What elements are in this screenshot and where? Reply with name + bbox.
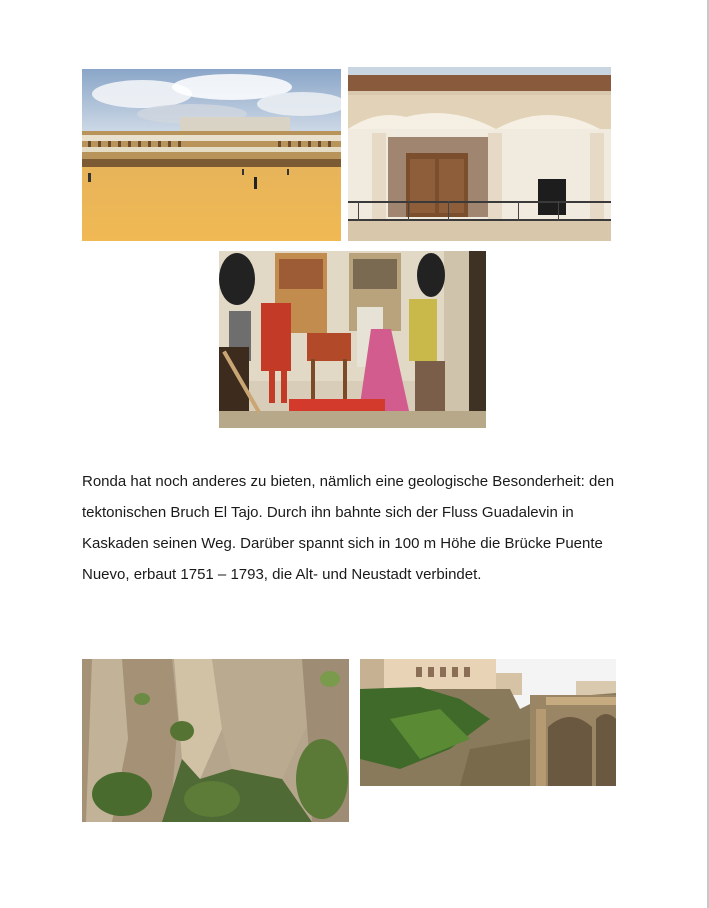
torero-museum-photo <box>219 251 486 428</box>
paragraph-line: Kaskaden seinen Weg. Darüber spannt sich in 100 m Höhe die Brücke Puente <box>82 535 603 552</box>
paragraph-line: Nuevo, erbaut 1751 – 1793, die Alt- und Neustadt verbindet. <box>82 566 482 583</box>
paragraph-line: Ronda hat noch anderes zu bieten, nämlich eine geologische Besonderheit: den <box>82 473 615 490</box>
body-paragraph <box>82 466 642 590</box>
el-tajo-gorge-photo <box>82 659 349 822</box>
bullring-arena-photo <box>82 69 341 241</box>
puente-nuevo-photo <box>360 659 616 786</box>
arcade-gallery-photo <box>348 67 611 241</box>
paragraph-line: tektonischen Bruch El Tajo. Durch ihn bahnte sich der Fluss Guadalevin in <box>82 504 574 521</box>
